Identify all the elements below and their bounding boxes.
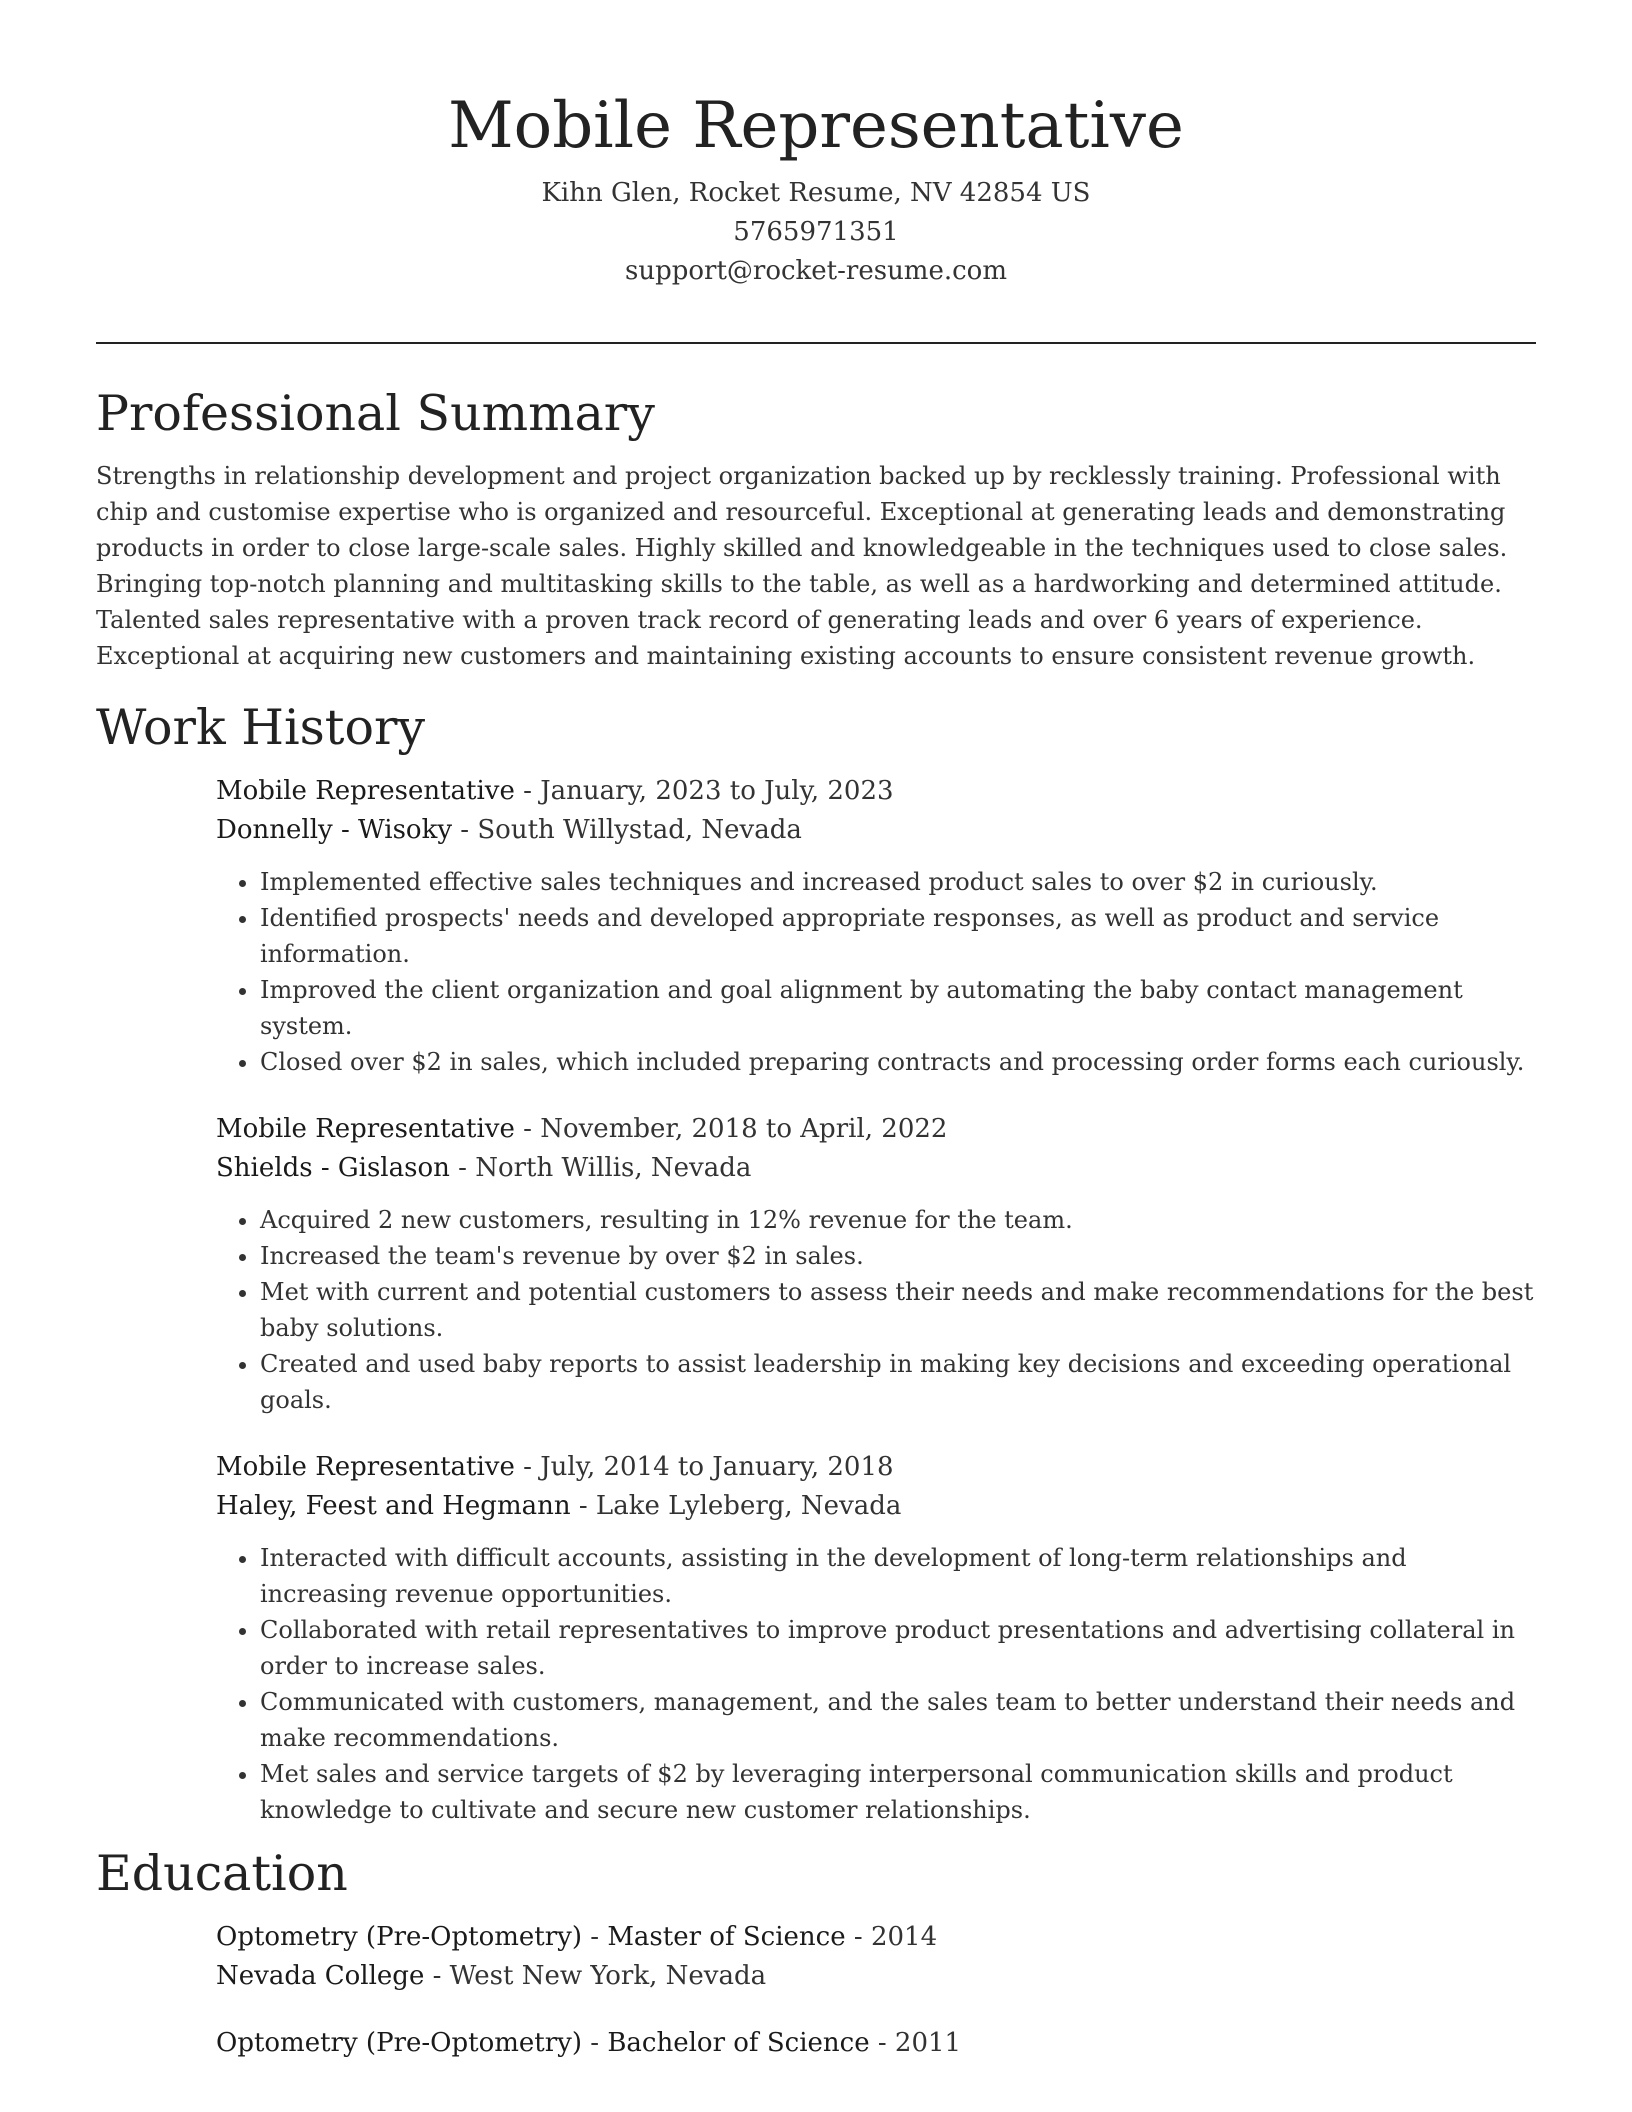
job-employer: Shields - Gislason — [216, 1153, 450, 1183]
separator: - — [458, 1153, 476, 1183]
separator: - — [853, 1922, 871, 1952]
summary-text: Strengths in relationship development and project organization backed up by recklessly training. Professional with chip and customise expertise who is organized and resourceful. Exceptional at generating leads and demonstrating products in order to close large-scale sales. Highly skilled and knowledgeable in the techniques used to close sales. Bringing top-notch planning and multitasking skills to the table, as well as a hardworking and determined attitude. Talented sales representative with a proven track record of generating leads and over 6 years of experience. Exceptional at acquiring new customers and maintaining existing accounts to ensure consistent revenue growth. — [96, 462, 1508, 670]
job-bullet: • Met with current and potential customers to assess their needs and make recommendations for the best baby solutions. — [260, 1274, 1536, 1346]
education-field: Optometry (Pre-Optometry) — [216, 2028, 582, 2058]
separator: - — [590, 2028, 608, 2058]
job-entry — [216, 1110, 1536, 1418]
separator: - — [432, 1961, 450, 1991]
header-divider — [96, 342, 1536, 344]
education-degree: Bachelor of Science — [607, 2028, 870, 2058]
job-employer-line — [216, 811, 1536, 850]
job-bullets — [216, 1540, 1536, 1828]
job-bullets — [216, 1202, 1536, 1418]
job-bullet: • Met sales and service targets of $2 by leveraging interpersonal communication skills and product knowledge to cultivate and secure new customer relationships. — [260, 1756, 1536, 1828]
job-employer: Haley, Feest and Hegmann — [216, 1491, 571, 1521]
summary-heading: Professional Summary — [96, 385, 655, 442]
education-entry — [216, 1918, 1536, 1996]
contact-phone: 5765971351 — [733, 217, 899, 247]
education-heading: Education — [96, 1845, 348, 1902]
separator: - — [523, 1452, 541, 1482]
job-bullet: • Closed over $2 in sales, which included preparing contracts and processing order forms each curiously. — [260, 1044, 1536, 1080]
candidate-name: Mobile Representative — [448, 89, 1184, 163]
education-entry — [216, 2024, 1536, 2063]
education-degree: Master of Science — [607, 1922, 846, 1952]
job-dates: July, 2014 to January, 2018 — [540, 1452, 894, 1482]
job-location: South Willystad, Nevada — [477, 815, 802, 845]
job-role: Mobile Representative — [216, 1452, 515, 1482]
job-role: Mobile Representative — [216, 1114, 515, 1144]
job-bullet: • Identified prospects' needs and developed appropriate responses, as well as product and service information. — [260, 900, 1536, 972]
job-location: North Willis, Nevada — [475, 1153, 752, 1183]
separator: - — [460, 815, 478, 845]
job-bullet: • Implemented effective sales techniques and increased product sales to over $2 in curiously. — [260, 864, 1536, 900]
education-degree-line — [216, 2024, 1536, 2063]
education-school: Nevada College — [216, 1961, 425, 1991]
education-location: West New York, Nevada — [449, 1961, 767, 1991]
job-employer: Donnelly - Wisoky — [216, 815, 453, 845]
job-bullet: • Created and used baby reports to assist leadership in making key decisions and exceeding operational goals. — [260, 1346, 1536, 1418]
separator: - — [523, 776, 541, 806]
job-bullet: • Acquired 2 new customers, resulting in 12% revenue for the team. — [260, 1202, 1536, 1238]
work-history-section — [96, 692, 1536, 1828]
education-year: 2011 — [894, 2028, 962, 2058]
job-role: Mobile Representative — [216, 776, 515, 806]
education-section — [96, 1838, 1536, 2063]
job-bullet: • Increased the team's revenue by over $2 in sales. — [260, 1238, 1536, 1274]
job-employer-line — [216, 1149, 1536, 1188]
job-dates: November, 2018 to April, 2022 — [540, 1114, 948, 1144]
job-title-line — [216, 1110, 1536, 1149]
separator: - — [877, 2028, 895, 2058]
work-history-heading: Work History — [96, 699, 426, 756]
summary-section — [96, 378, 1536, 674]
job-bullet: • Communicated with customers, management, and the sales team to better understand their needs and make recommendations. — [260, 1684, 1536, 1756]
contact-email: support@rocket-resume.com — [624, 256, 1007, 286]
separator: - — [590, 1922, 608, 1952]
job-bullet: • Interacted with difficult accounts, assisting in the development of long-term relationships and increasing revenue opportunities. — [260, 1540, 1536, 1612]
job-bullet: • Collaborated with retail representatives to improve product presentations and advertising collateral in order to increase sales. — [260, 1612, 1536, 1684]
education-field: Optometry (Pre-Optometry) — [216, 1922, 582, 1952]
resume-body — [96, 378, 1536, 2091]
job-bullets — [216, 864, 1536, 1080]
job-title-line — [216, 772, 1536, 811]
separator: - — [578, 1491, 596, 1521]
education-degree-line — [216, 1918, 1536, 1957]
resume-header — [96, 78, 1536, 291]
separator: - — [523, 1114, 541, 1144]
job-entry — [216, 772, 1536, 1080]
job-entry — [216, 1448, 1536, 1828]
job-bullet: • Improved the client organization and goal alignment by automating the baby contact management system. — [260, 972, 1536, 1044]
job-employer-line — [216, 1487, 1536, 1526]
job-location: Lake Lyleberg, Nevada — [595, 1491, 902, 1521]
education-year: 2014 — [870, 1922, 938, 1952]
education-school-line — [216, 1957, 1536, 1996]
job-title-line — [216, 1448, 1536, 1487]
contact-address: Kihn Glen, Rocket Resume, NV 42854 US — [541, 178, 1091, 208]
job-dates: January, 2023 to July, 2023 — [540, 776, 894, 806]
